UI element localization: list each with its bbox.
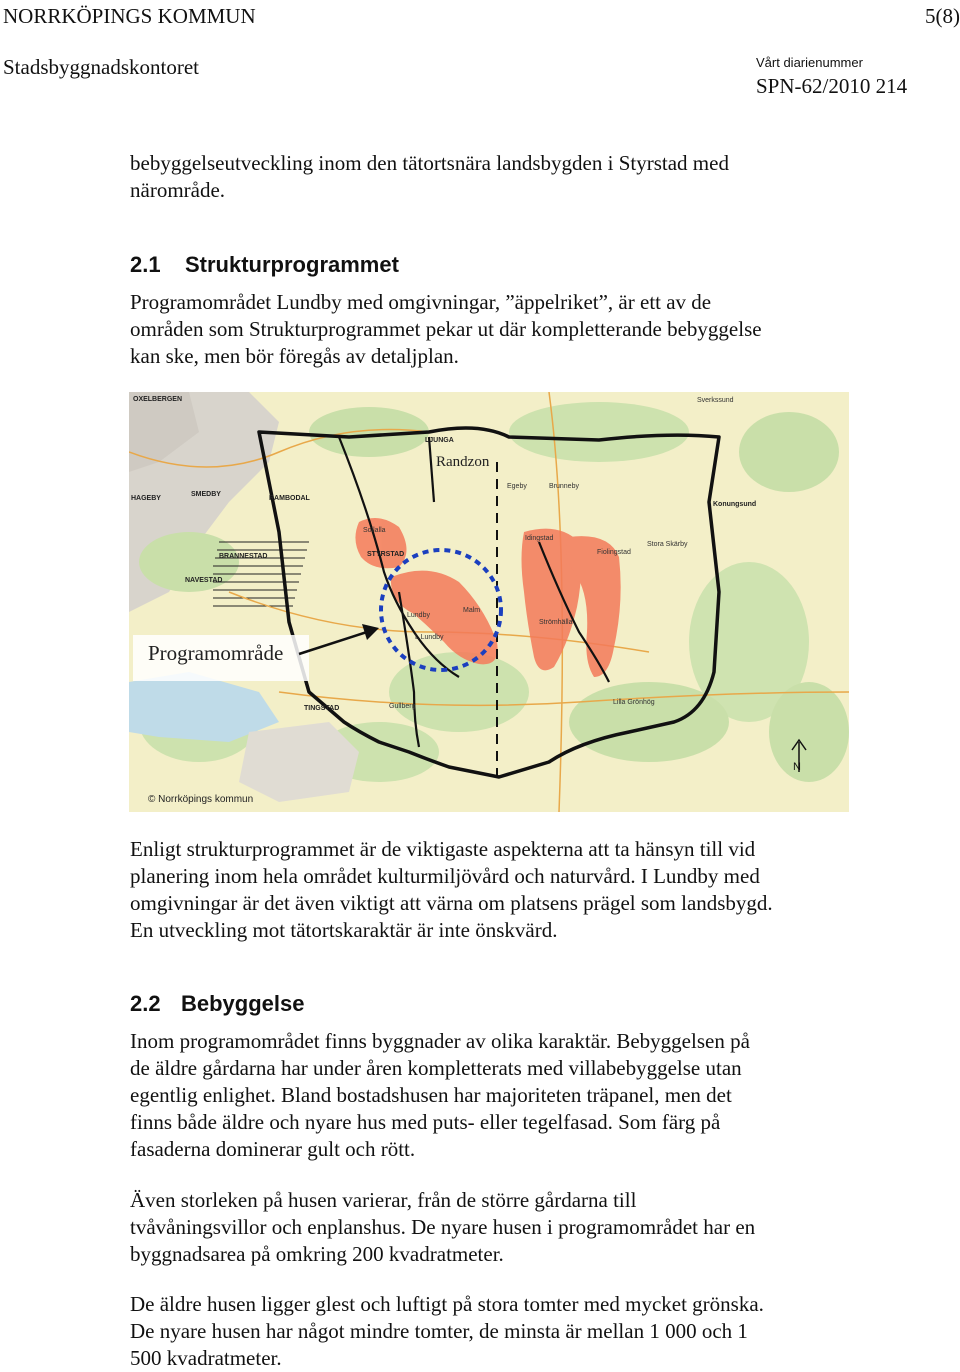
- place-label: HAGEBY: [131, 495, 161, 502]
- place-label: Sverkssund: [697, 397, 734, 404]
- text-line: omgivningar är det även viktigt att värna om platsens prägel som landsbygd.: [130, 891, 773, 915]
- diarie-label: Vårt diarienummer: [756, 55, 863, 70]
- text-line: kan ske, men bör föregås av detaljplan.: [130, 344, 459, 368]
- randzon-label: Randzon: [436, 454, 490, 470]
- text-line: tvåvåningsvillor och enplanshus. De nyare husen i programområdet har en: [130, 1215, 756, 1239]
- north-label: N: [793, 761, 801, 773]
- place-label: STYRSTAD: [367, 551, 405, 558]
- place-label: OXELBERGEN: [133, 396, 183, 403]
- section-number: 2.2: [130, 991, 161, 1016]
- paragraph-2-2-c: [130, 1291, 870, 1372]
- text-line: De äldre husen ligger glest och luftigt på stora tomter med mycket grönska.: [130, 1292, 764, 1316]
- place-label: L Lundby: [415, 634, 444, 641]
- paragraph-2-2-a: [130, 1028, 870, 1163]
- paragraph-2-2-b: [130, 1187, 870, 1268]
- text-line: de äldre gårdarna har under åren kompletterats med villabebyggelse utan: [130, 1056, 742, 1080]
- place-label: Stora Skärby: [647, 541, 688, 548]
- place-label: SMEDBY: [191, 491, 221, 498]
- text-line: egentlig enlighet. Bland bostadshusen har majoriteten träpanel, men det: [130, 1083, 732, 1107]
- place-label: Malm: [463, 607, 481, 614]
- text-line: områden som Strukturprogrammet pekar ut där kompletterande bebyggelse: [130, 317, 762, 341]
- text-line: Inom programområdet finns byggnader av olika karaktär. Bebyggelsen på: [130, 1029, 750, 1053]
- section-number: 2.1: [130, 252, 161, 277]
- place-label: Lundby: [407, 612, 430, 619]
- program-area-map: [129, 392, 849, 812]
- place-label: NAVESTAD: [185, 577, 223, 584]
- place-label: Fiolingstad: [597, 549, 631, 556]
- paragraph-2-1-a: [130, 289, 870, 370]
- office-name: Stadsbyggnadskontoret: [3, 55, 199, 79]
- text-line: Programområdet Lundby med omgivningar, ”äppelriket”, är ett av de: [130, 290, 712, 314]
- place-label: Lilla Grönhög: [613, 699, 655, 706]
- place-label: LJUNGA: [425, 437, 454, 444]
- section-title: Strukturprogrammet: [185, 252, 399, 277]
- section-heading-2-2: [130, 991, 305, 1017]
- programomrade-label: Programområde: [148, 641, 284, 665]
- text-line: Även storleken på husen varierar, från de större gårdarna till: [130, 1188, 637, 1212]
- text-line: fasaderna dominerar gult och rött.: [130, 1137, 416, 1161]
- org-name: NORRKÖPINGS KOMMUN: [3, 4, 256, 28]
- map-copyright: © Norrköpings kommun: [148, 794, 254, 805]
- paragraph-2-1-b: [130, 836, 870, 944]
- place-label: Konungsund: [713, 501, 757, 508]
- text-line: En utveckling mot tätortskaraktär är inte önskvärd.: [130, 918, 558, 942]
- place-label: Sollalla: [363, 527, 386, 534]
- place-label: BRANNESTAD: [219, 553, 268, 560]
- map-graphic: [129, 392, 849, 812]
- place-label: Egeby: [507, 483, 527, 490]
- page-number: 5(8): [925, 4, 960, 28]
- diarie-number: SPN-62/2010 214: [756, 74, 908, 98]
- text-line: bebyggelseutveckling inom den tätortsnära landsbygden i Styrstad med: [130, 151, 729, 175]
- place-label: RAMBODAL: [269, 495, 310, 502]
- place-label: TINGSTAD: [304, 705, 340, 712]
- section-heading-2-1: [130, 252, 399, 278]
- section-title: Bebyggelse: [181, 991, 305, 1016]
- text-line: planering inom hela området kulturmiljövård och naturvård. I Lundby med: [130, 864, 760, 888]
- text-line: byggnadsarea på omkring 200 kvadratmeter.: [130, 1242, 504, 1266]
- place-label: Brunneby: [549, 483, 579, 490]
- intro-paragraph: [130, 150, 870, 204]
- text-line: närområde.: [130, 178, 226, 202]
- place-label: Strömhälla: [539, 619, 573, 626]
- text-line: Enligt strukturprogrammet är de viktigaste aspekterna att ta hänsyn till vid: [130, 837, 756, 861]
- place-label: Idingstad: [525, 535, 554, 542]
- text-line: 500 kvadratmeter.: [130, 1346, 282, 1370]
- text-line: De nyare husen har något mindre tomter, de minsta är mellan 1 000 och 1: [130, 1319, 748, 1343]
- place-label: Gullberg: [389, 703, 416, 710]
- text-line: finns både äldre och nyare hus med puts- eller tegelfasad. Som färg på: [130, 1110, 721, 1134]
